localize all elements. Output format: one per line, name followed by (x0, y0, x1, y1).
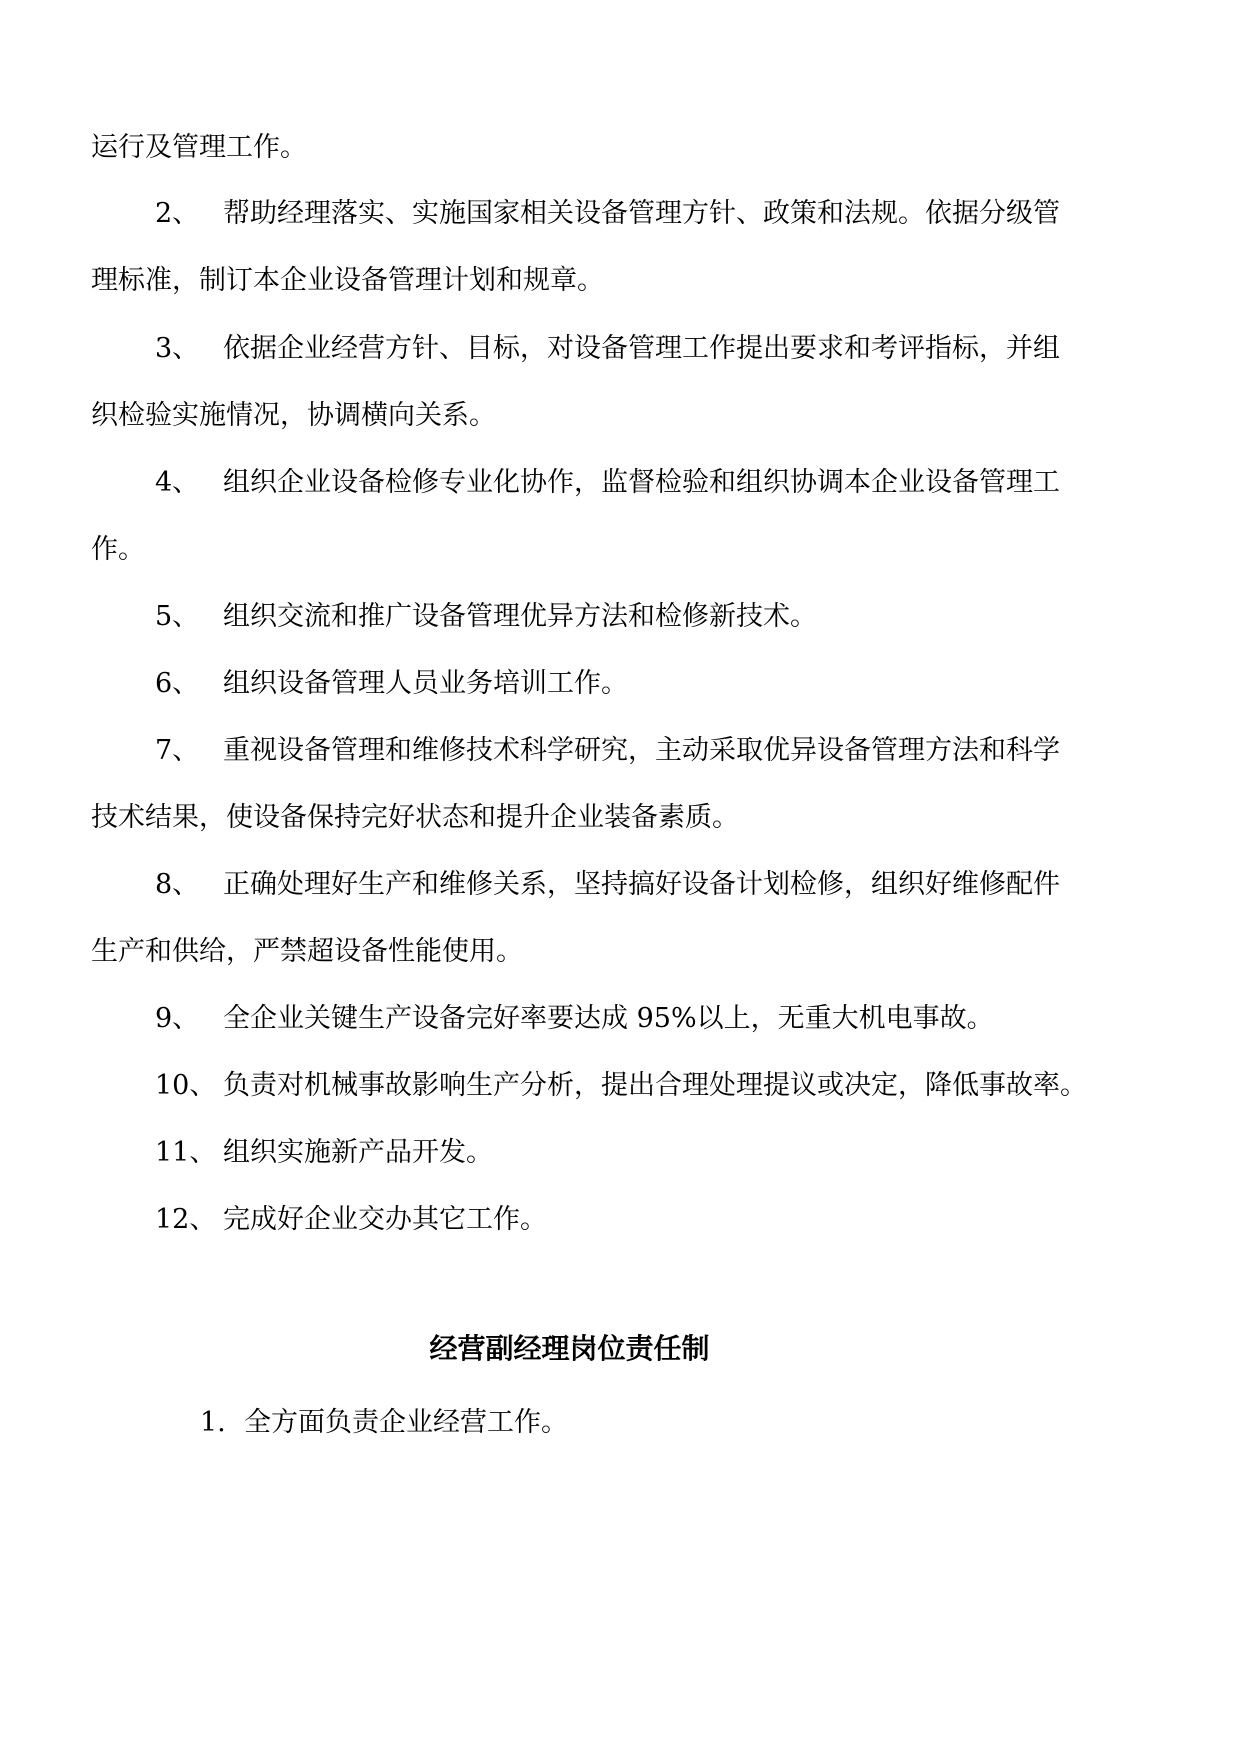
item-text: 负责对机械事故影响生产分析，提出合理处理提议或决定，降低事故率。 (223, 1070, 1087, 1101)
item-text: 帮助经理落实、实施国家相关设备管理方针、政策和法规。依据分级管 (223, 198, 1060, 229)
item-text: 全企业关键生产设备完好率要达成 95%以上，无重大机电事故。 (223, 1003, 994, 1034)
item-number: 5、 (155, 601, 200, 632)
sub-item-text: 全方面负责企业经营工作。 (244, 1407, 568, 1438)
item-number: 10、 (155, 1070, 217, 1101)
intro-text: 运行及管理工作。 (91, 132, 307, 163)
item-number: 7、 (155, 735, 200, 766)
item-continuation: 作。 (91, 534, 145, 565)
item-continuation: 技术结果，使设备保持完好状态和提升企业装备素质。 (91, 802, 739, 833)
item-text: 正确处理好生产和维修关系，坚持搞好设备计划检修，组织好维修配件 (223, 869, 1060, 900)
item-number: 9、 (155, 1003, 200, 1034)
item-text: 重视设备管理和维修技术科学研究，主动采取优异设备管理方法和科学 (223, 735, 1060, 766)
item-number: 3、 (155, 333, 200, 364)
item-text: 组织设备管理人员业务培训工作。 (223, 668, 628, 699)
sub-item-number: 1. (200, 1407, 226, 1438)
item-number: 6、 (155, 668, 200, 699)
item-text: 组织企业设备检修专业化协作，监督检验和组织协调本企业设备管理工 (223, 467, 1060, 498)
item-continuation: 生产和供给，严禁超设备性能使用。 (91, 936, 523, 967)
item-text: 依据企业经营方针、目标，对设备管理工作提出要求和考评指标，并组 (223, 333, 1060, 364)
section-title: 经营副经理岗位责任制 (429, 1332, 710, 1365)
item-text: 组织实施新产品开发。 (223, 1137, 493, 1168)
item-text: 组织交流和推广设备管理优异方法和检修新技术。 (223, 601, 817, 632)
item-number: 2、 (155, 198, 200, 229)
item-number: 8、 (155, 869, 200, 900)
item-continuation: 织检验实施情况，协调横向关系。 (91, 400, 496, 431)
item-continuation: 理标准，制订本企业设备管理计划和规章。 (91, 265, 604, 296)
item-number: 11、 (155, 1137, 217, 1168)
item-text: 完成好企业交办其它工作。 (223, 1204, 547, 1235)
item-number: 12、 (155, 1204, 217, 1235)
item-number: 4、 (155, 467, 200, 498)
